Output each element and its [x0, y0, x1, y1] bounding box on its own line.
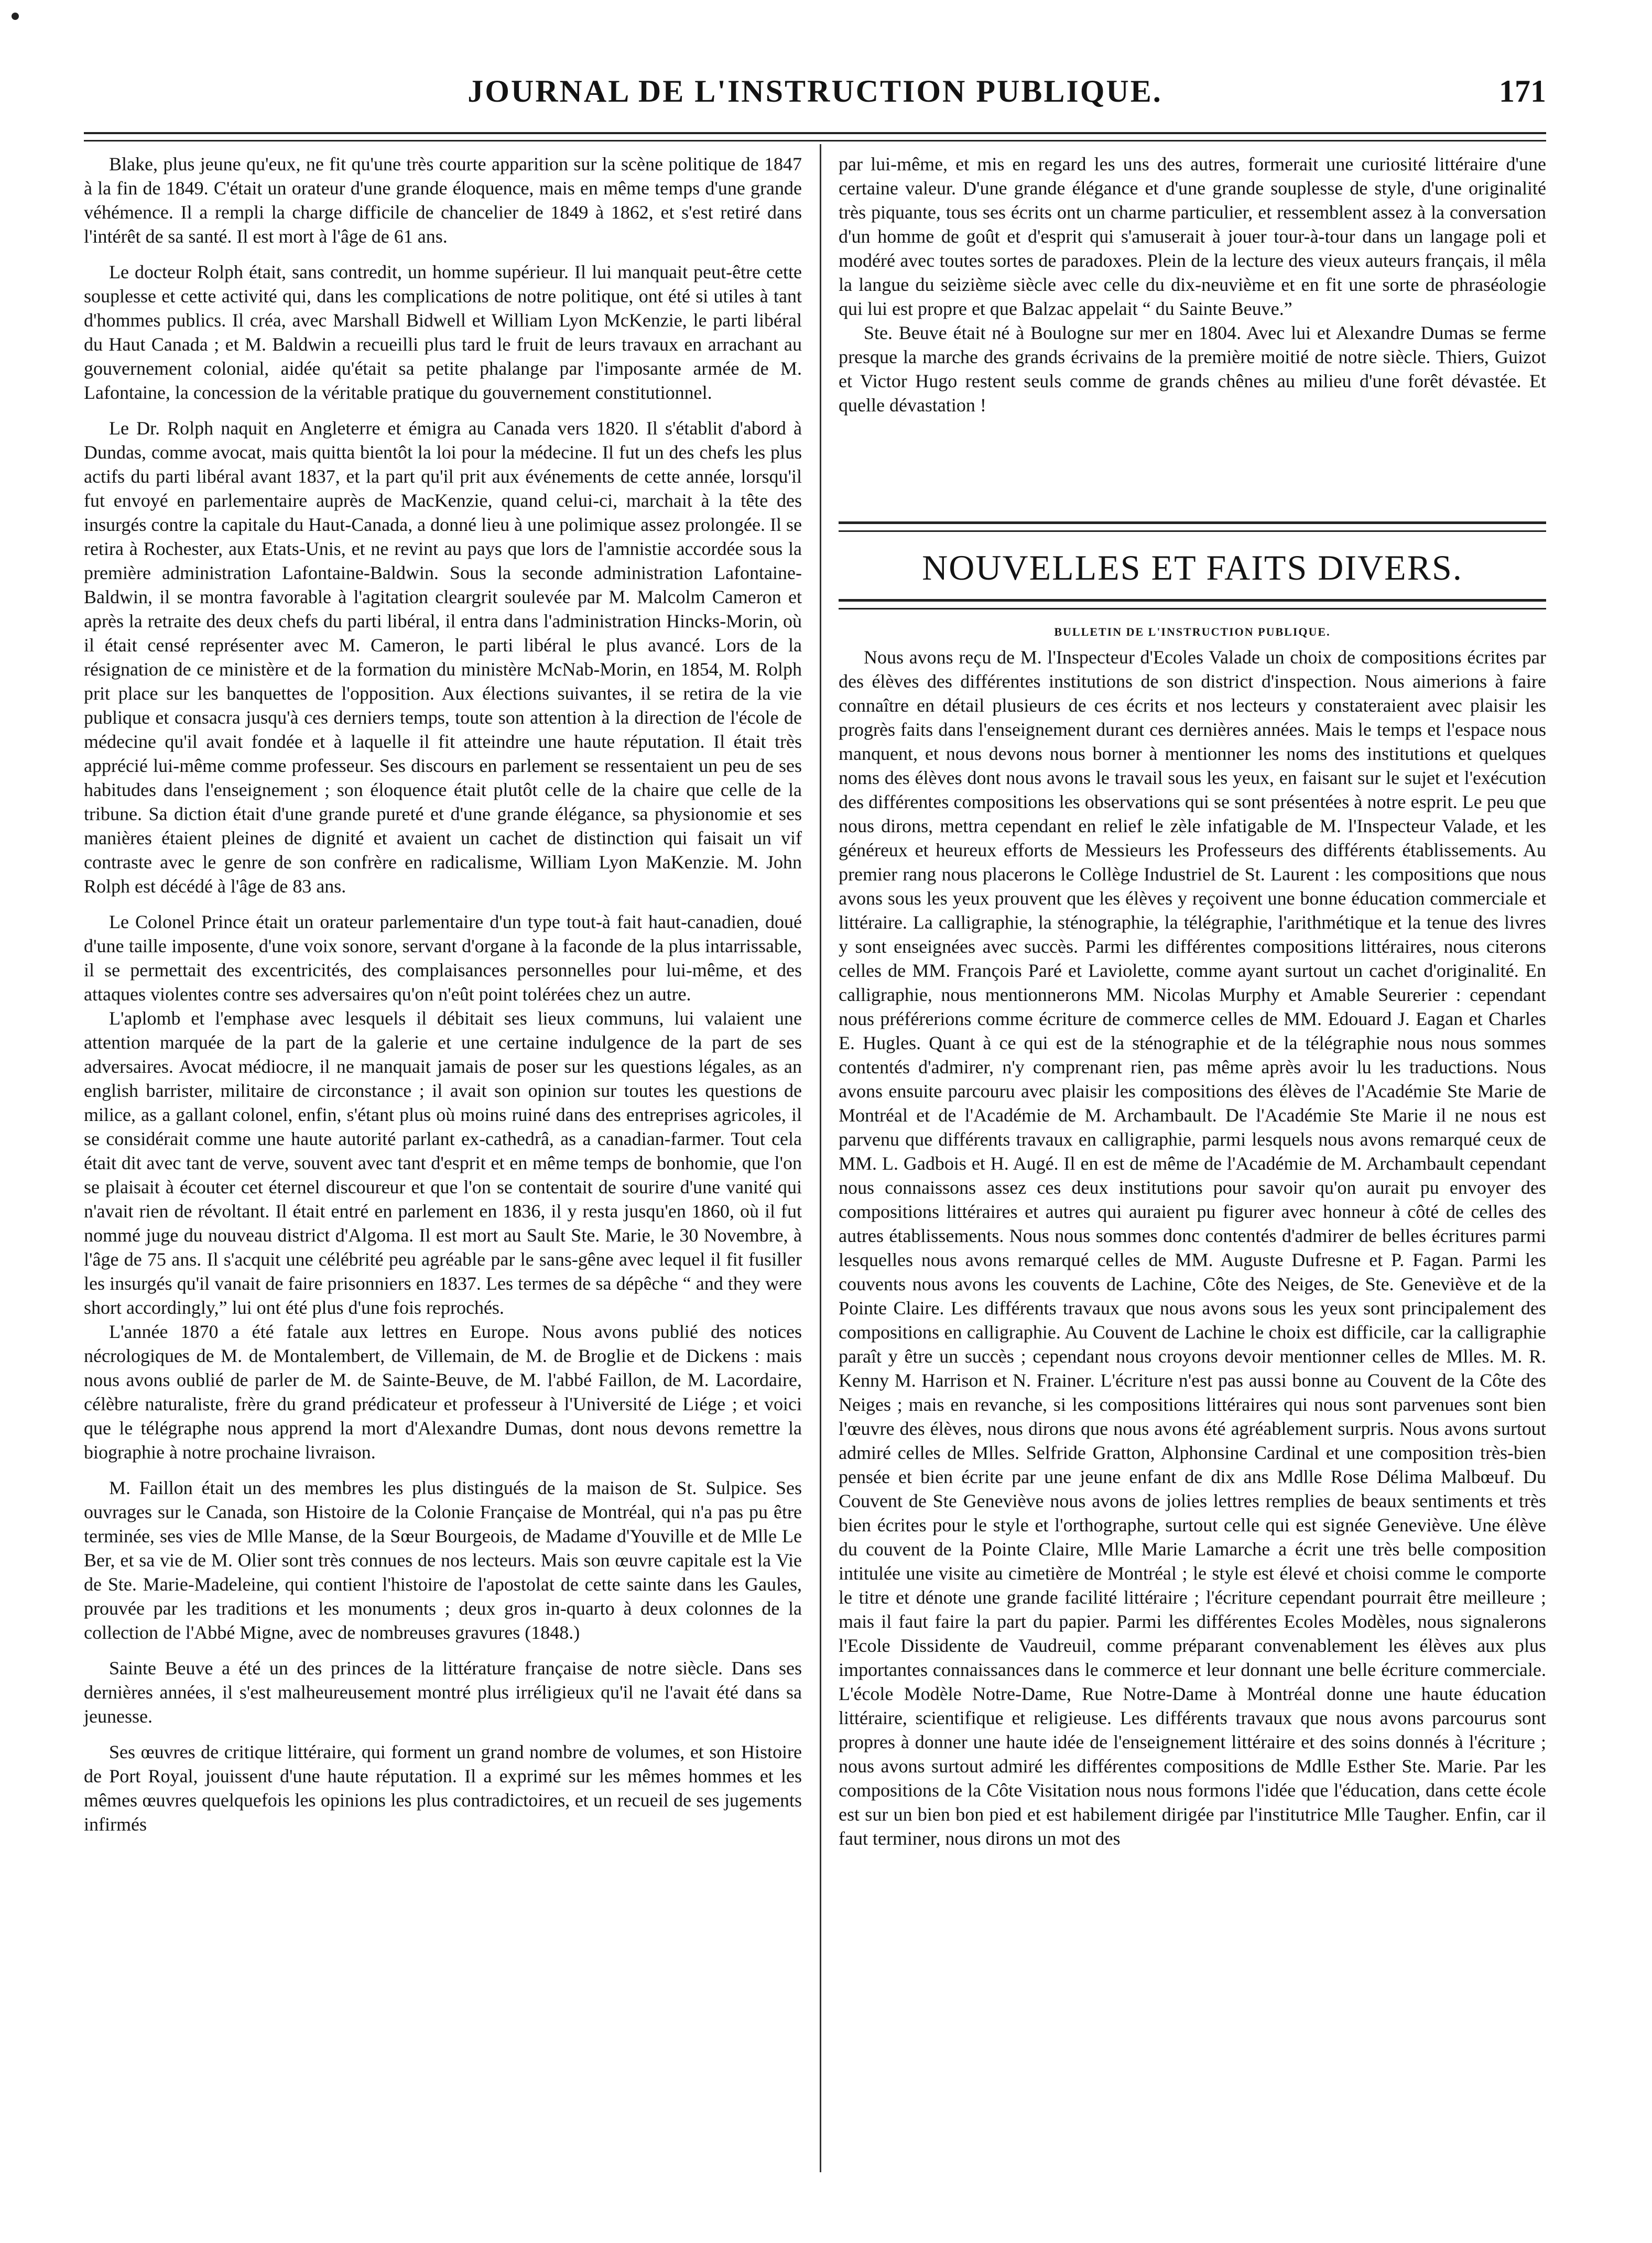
paragraph-prince-aplomb: L'aplomb et l'emphase avec lesquels il débitait ses lieux communs, lui valaient une attention marquée de la part de la galerie et une certaine indulgence de la part de ses adversaires. Avocat médiocre, il ne manquait jamais de poser sur les questions légales, as an english barrister, militaire de circonstance ; il avait son opinion sur toutes les questions de milice, as a gallant colonel, enfin, s'étant plus où moins ruiné dans des entreprises agricoles, il se considérait comme une haute autorité parlant ex-cathedrâ, as a canadian-farmer. Tout cela était dit avec tant de verve, souvent avec tant d'esprit et en même temps de bonhomie, que l'on se plaisait à écouter cet éternel discoureur et que l'on se contentait de sourire d'une vanité qui n'avait rien de révoltant. Il était entré en parlement en 1836, il y resta jusqu'en 1860, où il fut nommé juge du nouveau district d'Algoma. Il est mort au Sault Ste. Marie, le 30 Novembre, à l'âge de 75 ans. Il s'acquit une célébrité peu agréable par le sans-gêne avec lequel il fit fusiller les insurgés qu'il vanait de faire prisonniers en 1837. Les termes de sa dépêche “ and they were short accordingly,” lui ont été plus d'une fois reprochés.: [84, 1008, 802, 1318]
paragraph-critique-litteraire: Ses œuvres de critique littéraire, qui forment un grand nombre de volumes, et son Histoire de Port Royal, jouissent d'une haute réputation. Il a exprimé sur les mêmes hommes et les mêmes œuvres quelquefois les opinions les plus contradictoires, et un recueil de ses jugements infirmés: [84, 1741, 802, 1835]
paragraph-continuation: par lui-même, et mis en regard les uns des autres, formerait une curiosité littéraire d'une certaine valeur. D'une grande élégance et d'une grande souplesse de style, d'une originalité très piquante, tous ses écrits ont un charme particulier, et ressemblent assez à la conversation d'un homme de goût et d'esprit qui s'amuserait à jouer tour-à-tour dans un langage poli et modéré avec toutes sortes de paradoxes. Plein de la lecture des vieux auteurs français, il mêla la langue du seizième siècle avec celle du dix-neuvième et en fit une sorte de phraséologie qui lui est propre et que Balzac appelait “ du Sainte Beuve.”: [839, 154, 1546, 319]
bulletin-paragraph: Nous avons reçu de M. l'Inspecteur d'Ecoles Valade un choix de compositions écrites par des élèves des différentes institutions de son district d'inspection. Nous aimerions à faire connaître en détail plusieurs de ces écrits et nos lecteurs y constateraient avec plaisir les progrès faits dans l'enseignement durant ces dernières années. Mais le temps et l'espace nous manquent, et nous devons nous borner à mentionner les noms des institutions et quelques noms des élèves dont nous avons le travail sous les yeux, en faisant sur le sujet et l'exécution des différentes compositions les observations qui se sont présentées à notre esprit. Le peu que nous dirons, mettra cependant en relief le zèle infatigable de M. l'Inspecteur Valade, et les généreux et heureux efforts de Messieurs les Professeurs des différents établissements. Au premier rang nous placerons le Collège Industriel de St. Laurent : les compositions que nous avons sous les yeux prouvent que les élèves y reçoivent une bonne éducation commerciale et littéraire. La calligraphie, la sténographie, la télégraphie, l'arithmétique et la tenue des livres y sont enseignées avec succès. Parmi les différentes compositions littéraires, nous citerons celles de MM. François Paré et Laviolette, comme ayant surtout un cachet d'originalité. En calligraphie, nous mentionnerons MM. Nicolas Murphy et Amable Seurerier : cependant nous préférerions comme écriture de commerce celles de MM. Edouard J. Eagan et Charles E. Hugles. Quant à ce qui est de la sténographie et de la télégraphie nous nous sommes contentés d'admirer, n'y comprenant rien, pas même après avoir lu les traductions. Nous avons ensuite parcouru avec plaisir les compositions des élèves de l'Académie Ste Marie de Montréal et de l'Académie de M. Archambault. De l'Académie Ste Marie il ne nous est parvenu que différents travaux en calligraphie, parmi lesquels nous avons remarqué ceux de MM. L. Gadbois et H. Augé. Il en est de même de l'Académie de M. Archambault cependant nous connaissons assez ces deux institutions pour savoir qu'on aurait pu envoyer des compositions littéraires et autres qui auraient pu figurer avec honneur à côté de celles des autres établissements. Nous nous sommes donc contentés d'admirer de belles écritures parmi lesquelles nous avons remarqué celles de MM. Auguste Dufresne et P. Fagan. Parmi les couvents nous avons les couvents de Lachine, Côte des Neiges, de Ste. Geneviève et de la Pointe Claire. Les différents travaux que nous avons sous les yeux sont principalement des compositions en calligraphie. Au Couvent de Lachine le choix est difficile, car la calligraphie paraît y être un succès ; cependant nous croyons devoir mentionner celles de Mlles. M. R. Kenny M. Harrison et N. Frainer. L'écriture n'est pas aussi bonne au Couvent de la Côte des Neiges ; mais en revanche, si les compositions littéraires qui nous sont parvenues sont bien l'œuvre des élèves, nous dirons que nous avons été agréablement surpris. Nous avons surtout admiré celles de Mlles. Selfride Gratton, Alphonsine Cardinal et une composition très-bien pensée et bien écrite par une jeune enfant de dix ans Mdlle Rose Délima Malbœuf. Du Couvent de Ste Geneviève nous avons de jolies lettres remplies de beaux sentiments et très bien écrites pour le style et l'orthographe, surtout celle qui est signée Geneviève. Une élève du couvent de la Pointe Claire, Mlle Marie Lamarche a écrit une très belle composition intitulée une visite au cimetière de Montréal ; le style est élevé et choisi comme le comporte le titre et dénote une grande facilité littéraire ; l'écriture cependant pourrait être meilleure ; mais il faut faire la part du papier. Parmi les différentes Ecoles Modèles, nous signalerons l'Ecole Dissidente de Vaudreuil, comme préparant convenablement les élèves aux plus importantes connaissances dans le commerce et leur donnant une belle écriture commerciale. L'école Modèle Notre-Dame, Rue Notre-Dame à Montréal donne une haute éducation littéraire, scientifique et religieuse. Les différents travaux que nous avons parcourus sont propres à donner une haute idée de l'enseignement littéraire et des soins donnés à l'écriture ; nous avons surtout admiré les différentes compositions de Mdlle Esther Ste. Marie. Par les compositions de la Côte Visitation nous nous formons l'idée que l'éducation, dans cette école est sur un bien bon pied et est habilement dirigée par l'institutrice Mlle Taugher. Enfin, car il faut terminer, nous dirons un mot des: [839, 647, 1546, 1849]
paragraph-colonel-prince: Le Colonel Prince était un orateur parlementaire d'un type tout-à fait haut-canadien, doué d'une taille imposente, d'une voix sonore, servant d'organe à la faconde de la plus intarrissable, il se permettait des excentricités, des complaisances personnelles pour lui-même, et des attaques violentes contre ses adversaires qu'on n'eût point tolérées chez un autre.: [84, 911, 802, 1005]
nouvelles-section: [839, 521, 1546, 1850]
column-divider: [820, 144, 821, 2172]
journal-title: JOURNAL DE L'INSTRUCTION PUBLIQUE.: [468, 74, 1162, 108]
page-number: 171: [1499, 74, 1546, 108]
paragraph-ste-beuve-ne: Ste. Beuve était né à Boulogne sur mer en 1804. Avec lui et Alexandre Dumas se ferme presque la marche des grands écrivains de la première moitié de notre siècle. Thiers, Guizot et Victor Hugo restent seuls comme de grands chênes au milieu d'une forêt dévastée. Et quelle dévastation !: [839, 322, 1546, 416]
ink-dot: [12, 13, 19, 20]
paragraph-blake: Blake, plus jeune qu'eux, ne fit qu'une très courte apparition sur la scène politique de 1847 à la fin de 1849. C'était un orateur d'une grande éloquence, mais en même temps d'une grande véhémence. Il a rempli la charge difficile de chancelier de 1849 à 1862, et s'est retiré dans l'intérêt de sa santé. Il est mort à l'âge de 61 ans.: [84, 154, 802, 247]
section-rule-bottom: [839, 599, 1546, 609]
paragraph-rolph-intro: Le docteur Rolph était, sans contredit, un homme supérieur. Il lui manquait peut-être cette souplesse et cette activité qui, dans les complications de notre politique, ont été si utiles à tant d'hommes publics. Il créa, avec Marshall Bidwell et William Lyon McKenzie, le parti libéral du Haut Canada ; et M. Baldwin a recueilli plus tard le fruit de leurs travaux en arrachant au gouvernement colonial, aidée qu'était sa petite phalange par l'imposante armée de M. Lafontaine, la concession de la véritable pratique du gouvernement constitutionnel.: [84, 262, 802, 403]
paragraph-rolph-biography: Le Dr. Rolph naquit en Angleterre et émigra au Canada vers 1820. Il s'établit d'abord à Dundas, comme avocat, mais quitta bientôt la loi pour la médecine. Il fut un des chefs les plus actifs du parti libéral avant 1837, et la part qu'il prit aux événements de cette année, lorsqu'il fut envoyé en parlementaire auprès de MacKenzie, quand celui-ci, marchait à la tête des insurgés contre la capitale du Haut-Canada, a donné lieu à une polimique assez prolongée. Il se retira à Rochester, aux Etats-Unis, et ne revint au pays que lors de l'amnistie accordée sous la première administration Lafontaine-Baldwin. Sous la seconde administration Lafontaine-Baldwin, il se montra favorable à l'agitation cleargrit soulevée par M. Malcolm Cameron et après la retraite des deux chefs du parti libéral, il entra dans l'administration Hincks-Morin, où il était censé représenter avec M. Cameron, le parti libéral le plus avancé. Lors de la résignation de ce ministère et de la formation du ministère McNab-Morin, en 1854, M. Rolph prit place sur les banquettes de l'opposition. Aux élections suivantes, il se retira de la vie publique et consacra jusqu'à ces derniers temps, toute son attention à la direction de l'école de médecine qu'il avait fondée et à laquelle il fit atteindre une haute réputation. Il était très apprécié lui-même comme professeur. Ses discours en parlement se ressentaient un peu de ses habitudes dans l'enseignement ; son éloquence était plutôt celle de la chaire que celle de la tribune. Sa diction était d'une grande pureté et d'une grande élégance, sa physionomie et ses manières étaient pleines de dignité et avaient un cachet de distinction qui faisait un vif contraste avec le genre de son confrère en radicalisme, William Lyon MaKenzie. M. John Rolph est décédé à l'âge de 83 ans.: [84, 418, 802, 897]
paragraph-faillon: M. Faillon était un des membres les plus distingués de la maison de St. Sulpice. Ses ouvrages sur le Canada, son Histoire de la Colonie Française de Montréal, qui n'a pas pu être terminée, ses vies de Mlle Manse, de la Sœur Bourgeois, de Madame d'Youville et de Mlle Le Ber, et sa vie de M. Olier sont très connues de nos lecteurs. Mais son œuvre capitale est la Vie de Ste. Marie-Madeleine, qui contient l'histoire de l'apostolat de cette sainte dans les Gaules, prouvée par les traditions et les monuments ; deux gros in-quarto à deux colonnes de la collection de l'Abbé Migne, avec de nombreuses gravures (1848.): [84, 1477, 802, 1643]
left-column: [84, 152, 802, 1836]
bulletin-heading: BULLETIN DE L'INSTRUCTION PUBLIQUE.: [1054, 625, 1331, 638]
bulletin-body: [839, 645, 1546, 1850]
paragraph-sainte-beuve: Sainte Beuve a été un des princes de la littérature française de notre siècle. Dans ses dernières années, il s'est malheureusement montré plus irréligieux qu'il ne l'avait été dans sa jeunesse.: [84, 1658, 802, 1727]
right-column: [839, 152, 1546, 417]
paragraph-annee-1870: L'année 1870 a été fatale aux lettres en Europe. Nous avons publié des notices nécrologiques de M. de Montalembert, de Villemain, de M. de Broglie et de Dickens : mais nous avons oublié de parler de M. de Sainte-Beuve, de M. l'abbé Faillon, de M. Lacordaire, célèbre naturaliste, frère du grand prédicateur et professeur à l'Université de Liége ; et voici que le télégraphe nous apprend la mort d'Alexandre Dumas, dont nous devons remettre la biographie à notre prochaine livraison.: [84, 1321, 802, 1463]
page-header: [84, 73, 1546, 115]
section-heading: NOUVELLES ET FAITS DIVERS.: [922, 548, 1463, 587]
section-rule-top: [839, 521, 1546, 532]
header-rule: [84, 132, 1546, 141]
